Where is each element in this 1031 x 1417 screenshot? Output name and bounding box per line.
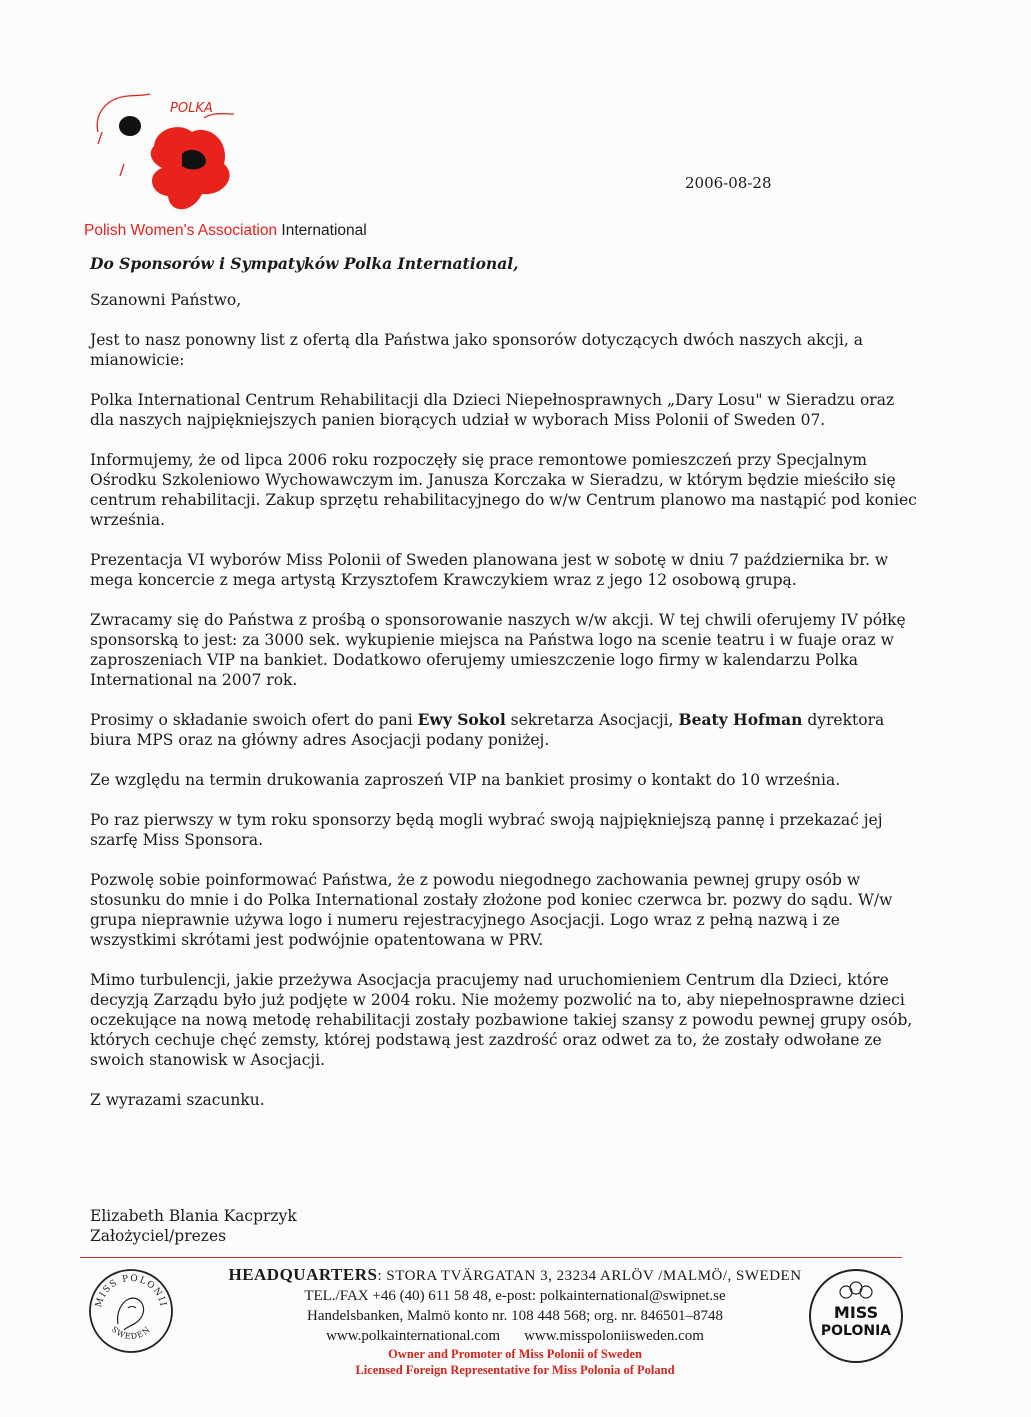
website-link[interactable]: www.polkainternational.com xyxy=(326,1328,501,1344)
contact-text: sekretarza Asocjacji, xyxy=(505,711,679,729)
polka-logo xyxy=(84,84,254,220)
signature xyxy=(90,1206,297,1246)
signature-title: Założyciel/prezes xyxy=(90,1227,227,1245)
closing: Z wyrazami szacunku. xyxy=(90,1091,265,1109)
logo-text: POLKA xyxy=(170,101,213,116)
footer-websites xyxy=(150,1326,880,1346)
footer xyxy=(150,1265,880,1378)
paragraph: Ze względu na termin drukowania zaproszeń VIP na bankiet prosimy o kontakt do 10 września. xyxy=(90,771,841,789)
footer-divider xyxy=(80,1257,902,1258)
contact-name: Beaty Hofman xyxy=(678,710,803,729)
website-link[interactable]: www.misspoloniisweden.com xyxy=(524,1328,704,1344)
footer-license-line: Licensed Foreign Representative for Miss Polonia of Poland xyxy=(355,1363,675,1377)
miss-polonia-seal xyxy=(808,1268,904,1364)
hq-label: HEADQUARTERS xyxy=(228,1265,378,1284)
contact-text: Prosimy o składanie swoich ofert do pani xyxy=(90,711,418,729)
paragraph: Polka International Centrum Rehabilitacji dla Dzieci Niepełnosprawnych „Dary Losu" w Sieradzu oraz dla naszych najpiękniejszych panien biorących udział w wyborach Miss Polonii of Sweden 07. xyxy=(90,391,895,429)
org-name xyxy=(84,222,367,240)
seal-right-line1: MISS xyxy=(833,1303,879,1322)
contact-name: Ewy Sokol xyxy=(417,710,506,729)
paragraph: Prezentacja VI wyborów Miss Polonii of Sweden planowana jest w sobotę w dniu 7 października br. w mega koncercie z mega artystą Krzysztofem Krawczykiem wraz z jego 12 osobową grupą. xyxy=(90,551,889,589)
contact-text: dyrektora biura MPS oraz na główny adres Asocjacji podany poniżej. xyxy=(90,711,885,749)
org-name-black: International xyxy=(281,222,367,239)
seal-right-line2: POLONIA xyxy=(820,1323,892,1339)
letter-heading: Do Sponsorów i Sympatyków Polka International, xyxy=(90,254,519,273)
paragraph: Informujemy, że od lipca 2006 roku rozpoczęły się prace remontowe pomieszczeń przy Specjalnym Ośrodku Szkoleniowo Wychowawczym im. Janusza Korczaka w Sieradzu, w którym będzie mieściło się centrum rehabilitacji. Zakup sprzętu rehabilitacyjnego do w/w Centrum planowo ma nastąpić pod koniec września. xyxy=(90,451,917,529)
paragraph: Mimo turbulencji, jakie przeżywa Asocjacja pracujemy nad uruchomieniem Centrum dla Dzieci, które decyzją Zarządu było już podjęte w 2004 roku. Nie możemy pozwolić na to, aby niepełnosprawne dzieci oczekujące na nową metodę rehabilitacji zostały pozbawione takiej szansy z powodu pewnej grupy osób, których cechuje chęć zemsty, której podstawą jest zazdrość oraz odwet za to, że zostały odwołane ze swoich stanowisk w Asocjacji. xyxy=(90,971,913,1069)
org-name-red: Polish Women's Association xyxy=(84,222,278,239)
contact-paragraph xyxy=(90,710,920,750)
paragraph: Jest to nasz ponowny list z ofertą dla Państwa jako sponsorów dotyczących dwóch naszych akcji, a mianowicie: xyxy=(90,331,863,369)
letter-body xyxy=(90,290,920,1130)
svg-text:SWEDEN xyxy=(110,1325,153,1341)
paragraph: Pozwolę sobie poinformować Państwa, że z powodu niegodnego zachowania pewnej grupy osób w stosunku do mnie i do Polka International zostały złożone pod koniec czerwca br. pozwy do sądu. W/w grupa nieprawnie używa logo i numeru rejestracyjnego Asocjacji. Logo wraz z pełną nazwą i ze wszystkimi skrótami jest podwójnie opatentowana w PRV. xyxy=(90,871,893,949)
paragraph: Po raz pierwszy w tym roku sponsorzy będą mogli wybrać swoją najpiękniejszą pannę i przekazać jej szarfę Miss Sponsora. xyxy=(90,811,883,849)
paragraph: Zwracamy się do Państwa z prośbą o sponsorowanie naszych w/w akcji. W tej chwili oferujemy IV półkę sponsorską to jest: za 3000 sek. wykupienie miejsca na Państwa logo na scenie teatru i w fuaje oraz w zaproszeniach VIP na bankiet. Dodatkowo oferujemy umieszczenie logo firmy w kalendarzu Polka International na 2007 rok. xyxy=(90,611,906,689)
signature-name: Elizabeth Blania Kacprzyk xyxy=(90,1207,297,1225)
footer-owner-line: Owner and Promoter of Miss Polonii of Sweden xyxy=(388,1347,642,1361)
footer-bank: Handelsbanken, Malmö konto nr. 108 448 568; org. nr. 846501–8748 xyxy=(307,1308,723,1324)
seal-bottom-text: SWEDEN xyxy=(109,1324,153,1342)
footer-hq xyxy=(150,1265,880,1286)
paragraph: Szanowni Państwo, xyxy=(90,291,242,309)
footer-phone: TEL./FAX +46 (40) 611 58 48, e-post: polkainternational@swipnet.se xyxy=(304,1288,726,1304)
hq-address: : STORA TVÄRGATAN 3, 23234 ARLÖV /MALMÖ/, SWEDEN xyxy=(377,1268,802,1284)
seal-top-text: MISS POLONII xyxy=(93,1273,168,1309)
letter-date: 2006-08-28 xyxy=(685,174,772,192)
